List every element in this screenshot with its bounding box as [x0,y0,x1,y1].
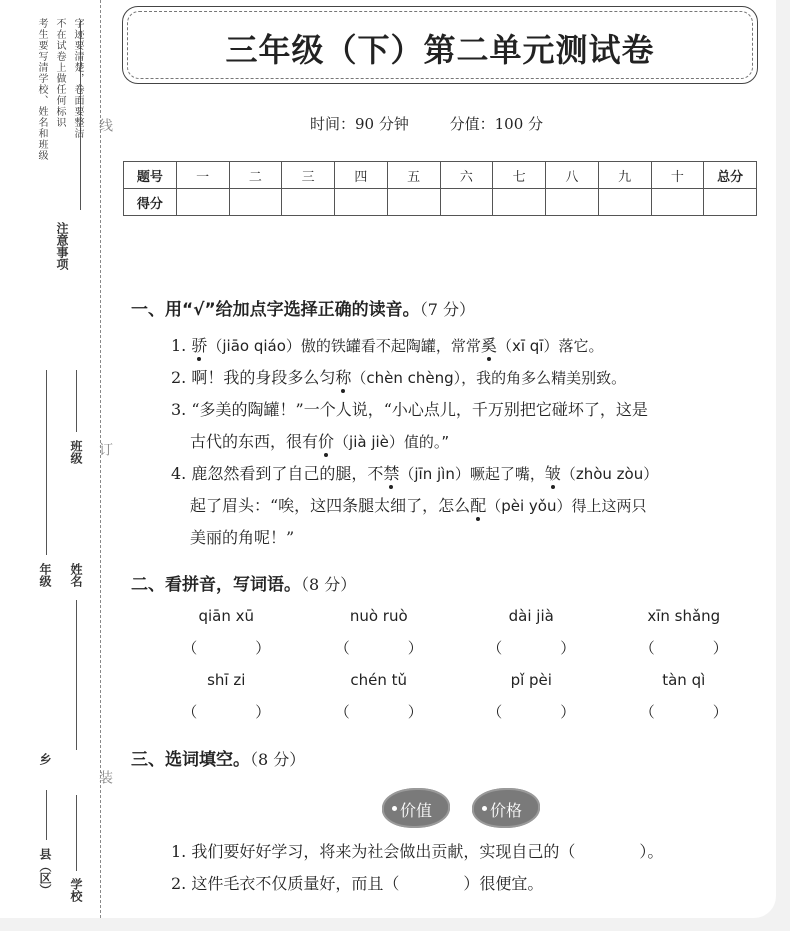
grade-blank[interactable] [46,370,47,555]
pinyin-item: pǐ pèi [510,671,552,689]
s1q4-choice[interactable]: （pèi yǒu）得上这两只 [486,497,647,515]
score-col-8: 八 [546,162,599,189]
score-row-label: 得分 [124,189,177,216]
s1q3-dotted-char: 价 [318,432,335,451]
score-header-label: 题号 [124,162,177,189]
paren-close: ） [407,639,423,657]
paren-close: ） [255,639,271,657]
score-col-3: 三 [282,162,335,189]
paren-open: （ [182,639,198,657]
section-3-heading [131,745,305,770]
paren-close: ） [560,703,576,721]
score-cell[interactable] [176,189,229,216]
s1q4-choice[interactable]: （jīn jìn）噘起了嘴， [399,465,545,483]
s1-question-2 [171,365,626,388]
s1-question-3-cont [190,429,449,452]
score-cell[interactable] [440,189,493,216]
s1q1-choice[interactable]: （xī qī）落它。 [496,337,604,355]
section-2-heading [131,570,356,595]
s1-question-4 [171,461,658,484]
answer-blank[interactable] [150,637,303,658]
paren-close: ） [407,703,423,721]
s1q2-dotted-char: 称 [335,368,352,387]
page-title: 三年级（下）第二单元测试卷 [225,31,655,69]
score-cell[interactable] [282,189,335,216]
paren-open: （ [639,703,655,721]
s1q1-dotted-char: 奚 [480,336,497,355]
answer-blank[interactable] [455,701,608,722]
s1q2-choice[interactable]: （chèn chèng），我的角多么精美别致。 [351,369,627,387]
answer-blank[interactable] [608,701,761,722]
word-option: 价值 [399,801,432,820]
answer-blank[interactable] [150,701,303,722]
s1q4-dotted-char: 禁 [383,464,400,483]
cut-mark-line: 线 [97,118,113,132]
county-label: 县（区） [38,848,52,896]
paren-open: （ [639,639,655,657]
answer-row-1 [150,637,760,658]
s3-question-2[interactable]: 2. 这件毛衣不仅质量好，而且（ ）很便宜。 [171,874,544,893]
score-col-2: 二 [229,162,282,189]
section-1-points: （7 分） [419,300,475,319]
s1q1-dotted-char: 骄 [191,336,208,355]
s1-question-4-cont [190,493,646,516]
s3-question-1[interactable]: 1. 我们要好好学习，将来为社会做出贡献，实现自己的（ ）。 [171,842,664,861]
answer-blank[interactable] [303,701,456,722]
section-3-title: 三、选词填空。 [131,750,250,770]
score-col-10: 十 [651,162,704,189]
exam-meta [310,113,579,134]
notice-line-1: 考生要写清学校、姓名和班级 [36,18,47,161]
s1q1-part: 1. [171,336,192,355]
score-col-7: 七 [493,162,546,189]
score-cell-total[interactable] [704,189,757,216]
score-col-4: 四 [335,162,388,189]
paren-open: （ [487,639,503,657]
s1q4-part: 4. 鹿忽然看到了自己的腿，不 [171,464,384,483]
school-label: 学校 [69,878,83,902]
s1q4-dotted-char: 皱 [544,464,561,483]
score-col-total: 总分 [704,162,757,189]
score-cell[interactable] [598,189,651,216]
score-col-6: 六 [440,162,493,189]
paren-close: ） [712,703,728,721]
pinyin-item: shī zi [207,671,246,689]
score-cell[interactable] [493,189,546,216]
paren-close: ） [560,639,576,657]
title-frame [122,6,758,84]
score-col-1: 一 [176,162,229,189]
s1q4-choice[interactable]: （zhòu zòu） [560,465,659,483]
s1-question-4-cont2: 美丽的角呢！” [190,528,295,547]
pinyin-item: nuò ruò [349,607,408,625]
notice-line-3: 字迹要清楚，卷面要整洁 [72,18,83,139]
exam-score: 分值：100 分 [449,115,544,133]
section-2-title: 二、看拼音，写词语。 [131,575,301,595]
s1q2-part: 2. 啊！我的身段多么匀 [171,368,336,387]
class-label: 班级 [69,440,83,464]
cut-mark-bind: 订 [97,442,113,456]
score-cell[interactable] [387,189,440,216]
score-table [123,161,757,216]
name-label: 姓名 [69,563,83,587]
word-badge-2 [472,788,540,828]
answer-row-2 [150,701,760,722]
score-cell[interactable] [651,189,704,216]
word-option: 价格 [489,801,522,820]
s1-question-3: 3. “多美的陶罐！”一个人说，“小心点儿，千万别把它碰坏了，这是 [171,400,648,419]
score-header-row [124,162,757,189]
score-value-row [124,189,757,216]
s1q3-part: 古代的东西，很有 [190,432,319,451]
paren-close: ） [712,639,728,657]
section-1-title: 一、用“√”给加点字选择正确的读音。 [131,300,420,320]
cut-mark-install: 装 [97,770,113,784]
pinyin-item: qiān xū [198,607,255,625]
notice-title: 注意事项 [55,222,69,270]
paren-open: （ [487,703,503,721]
school-blank[interactable] [76,795,77,871]
notice-line-2: 不在试卷上做任何标识 [54,18,65,128]
pinyin-row-2 [150,671,760,689]
answer-blank[interactable] [455,637,608,658]
score-cell[interactable] [335,189,388,216]
s1q3-choice[interactable]: （jià jiè）值的。” [334,433,450,451]
class-blank[interactable] [76,370,77,432]
township-label: 乡 [38,753,52,765]
score-cell[interactable] [229,189,282,216]
paren-open: （ [182,703,198,721]
section-2-points: （8 分） [301,575,357,594]
name-blank[interactable] [76,600,77,750]
section-3-points: （8 分） [250,750,306,769]
township-blank[interactable] [46,790,47,840]
grade-label: 年级 [38,563,52,587]
pinyin-item: tàn qì [662,671,706,689]
s1q4-part: 起了眉头：“唉，这四条腿太细了，怎么 [190,496,471,515]
score-col-9: 九 [598,162,651,189]
exam-time: 时间：90 分钟 [310,115,409,133]
pinyin-item: dài jià [508,607,554,625]
s1q1-choice[interactable]: （jiāo qiáo）傲的铁罐看不起陶罐，常常 [207,337,481,355]
s1q4-dotted-char: 配 [470,496,487,515]
paren-open: （ [334,639,350,657]
paren-close: ） [255,703,271,721]
pinyin-item: chén tǔ [350,671,408,689]
score-col-5: 五 [387,162,440,189]
word-badge-1 [382,788,450,828]
answer-blank[interactable] [303,637,456,658]
pinyin-item: xīn shǎng [647,607,721,625]
s1-question-1 [171,333,603,356]
pinyin-row-1 [150,607,760,625]
section-1-heading [131,295,475,320]
answer-blank[interactable] [608,637,761,658]
paren-open: （ [334,703,350,721]
score-cell[interactable] [546,189,599,216]
